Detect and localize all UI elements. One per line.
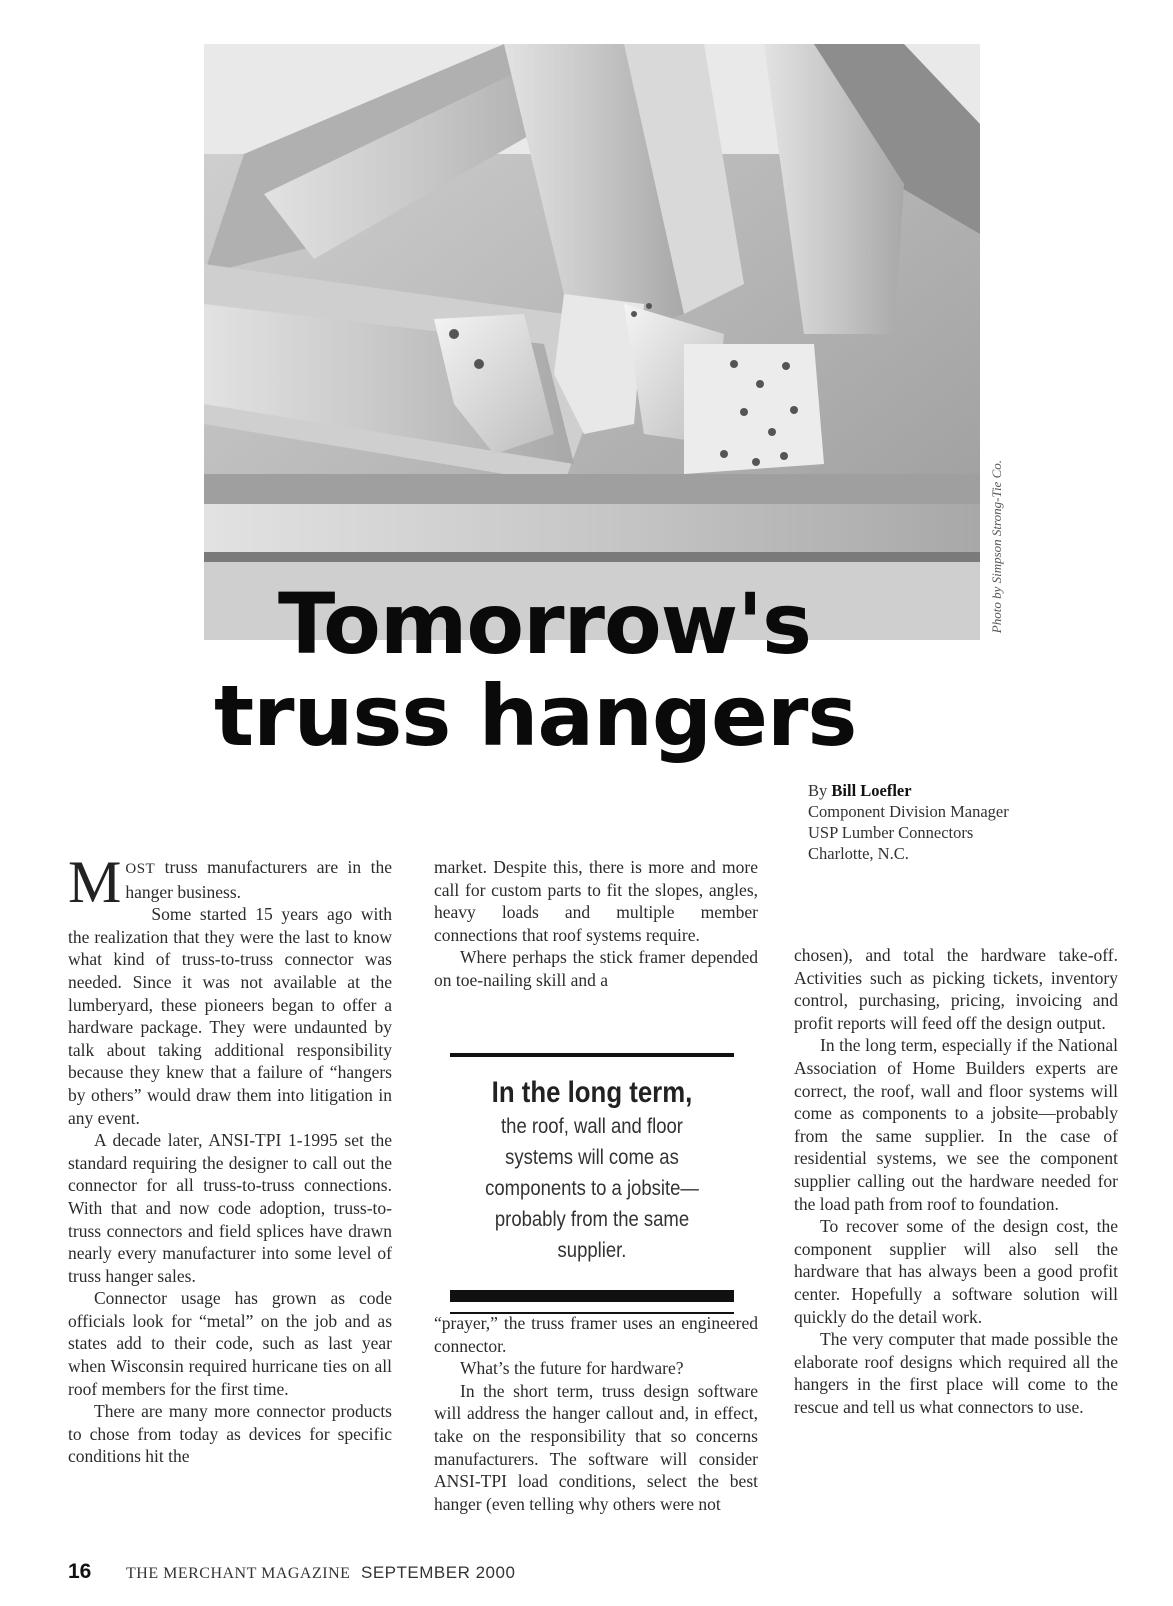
pull-quote-body: the roof, wall and floor systems will come as components to a jobsite—probably from the same supplier. <box>485 1114 699 1262</box>
paragraph: In the short term, truss design software will address the hanger callout and, in effect, take on the responsibility that so concerns manufacturers. The software will consider ANSI-TPI load conditions, select the best hanger (even telling why others were not <box>434 1380 758 1514</box>
paragraph: Some started 15 years ago with the realization that they were the last to know what kind of truss-to-truss connector was needed. Since it was not available at the lumberyard, these pioneers began to offer a hardware package. They were undaunted by talk about taking additional responsibility because they knew that a failure of “hangers by others” would draw them into litigation in any event. <box>68 904 392 1128</box>
paragraph: Connector usage has grown as code officials look for “metal” on the job and as states add to their code, such as last year when Wisconsin required hurricane ties on all roof members for the first time. <box>68 1288 392 1399</box>
pull-quote <box>450 1053 734 1314</box>
photo-credit: Photo by Simpson Strong-Tie Co. <box>989 460 1004 634</box>
magazine-name: THE MERCHANT MAGAZINE <box>126 1565 351 1582</box>
byline-by: By <box>808 781 828 800</box>
article-column-1 <box>68 849 392 1468</box>
paragraph: chosen), and total the hardware take-off. Activities such as picking tickets, inventory control, purchasing, pricing, invoicing and profit reports will feed off the design output. <box>794 945 1118 1033</box>
paragraph: Where perhaps the stick framer depended on toe-nailing skill and a <box>434 947 758 990</box>
paragraph <box>68 849 392 915</box>
paragraph: The very computer that made possible the elaborate roof designs which required all the hangers in the first place will come to the rescue and tell us what connectors to use. <box>794 1329 1118 1417</box>
issue-date: SEPTEMBER 2000 <box>361 1563 516 1582</box>
byline-location: Charlotte, N.C. <box>808 844 909 863</box>
paragraph: There are many more connector products to chose from today as devices for specific conditions hit the <box>68 1401 392 1467</box>
paragraph: To recover some of the design cost, the component supplier will also sell the hardware that has always been a good profit center. Hopefully a software solution will quickly do the detail work. <box>794 1216 1118 1327</box>
drop-cap: M <box>68 849 122 915</box>
page-footer <box>68 1560 768 1590</box>
byline <box>808 780 1108 864</box>
paragraph: In the long term, especially if the National Association of Home Builders experts are correct, the roof, wall and floor systems will come as components to a jobsite—probably from the same supplier. In the case of residential systems, we see the component supplier calling out the hardware needed for the load path from roof to foundation. <box>794 1035 1118 1214</box>
paragraph: What’s the future for hardware? <box>460 1358 684 1379</box>
headline-line-2: truss hangers <box>214 667 857 765</box>
byline-author: Bill Loefler <box>831 781 912 800</box>
byline-title: Component Division Manager <box>808 802 1009 821</box>
truss-hanger-photo <box>204 44 980 640</box>
truss-photo-illustration <box>204 44 980 640</box>
article-column-2-top <box>434 856 758 992</box>
page-number: 16 <box>68 1560 92 1583</box>
lead-caps: OST <box>125 861 156 877</box>
pull-quote-head: In the long term, <box>491 1076 693 1109</box>
byline-company: USP Lumber Connectors <box>808 823 974 842</box>
article-column-3 <box>794 944 1118 1418</box>
lead-text: truss manufacturers are in the hanger business. <box>125 857 392 902</box>
article-column-2-bottom <box>434 1312 758 1515</box>
byline-author-line <box>808 780 1108 801</box>
headline-line-1: Tomorrow's <box>278 575 811 673</box>
pull-quote-bottom-rule-thick <box>450 1290 734 1302</box>
paragraph: “prayer,” the truss framer uses an engineered connector. <box>434 1313 758 1356</box>
paragraph: A decade later, ANSI-TPI 1-1995 set the standard requiring the designer to call out the connector for all truss-to-truss connections. With that and now code adoption, truss-to-truss connectors and field splices have drawn nearly every manufacturer into some level of truss hanger sales. <box>68 1130 392 1286</box>
article-headline <box>214 575 974 765</box>
paragraph: market. Despite this, there is more and more call for custom parts to fit the slopes, angles, heavy loads and multiple member connections that roof systems require. <box>434 857 758 945</box>
pull-quote-top-rule <box>450 1053 734 1057</box>
